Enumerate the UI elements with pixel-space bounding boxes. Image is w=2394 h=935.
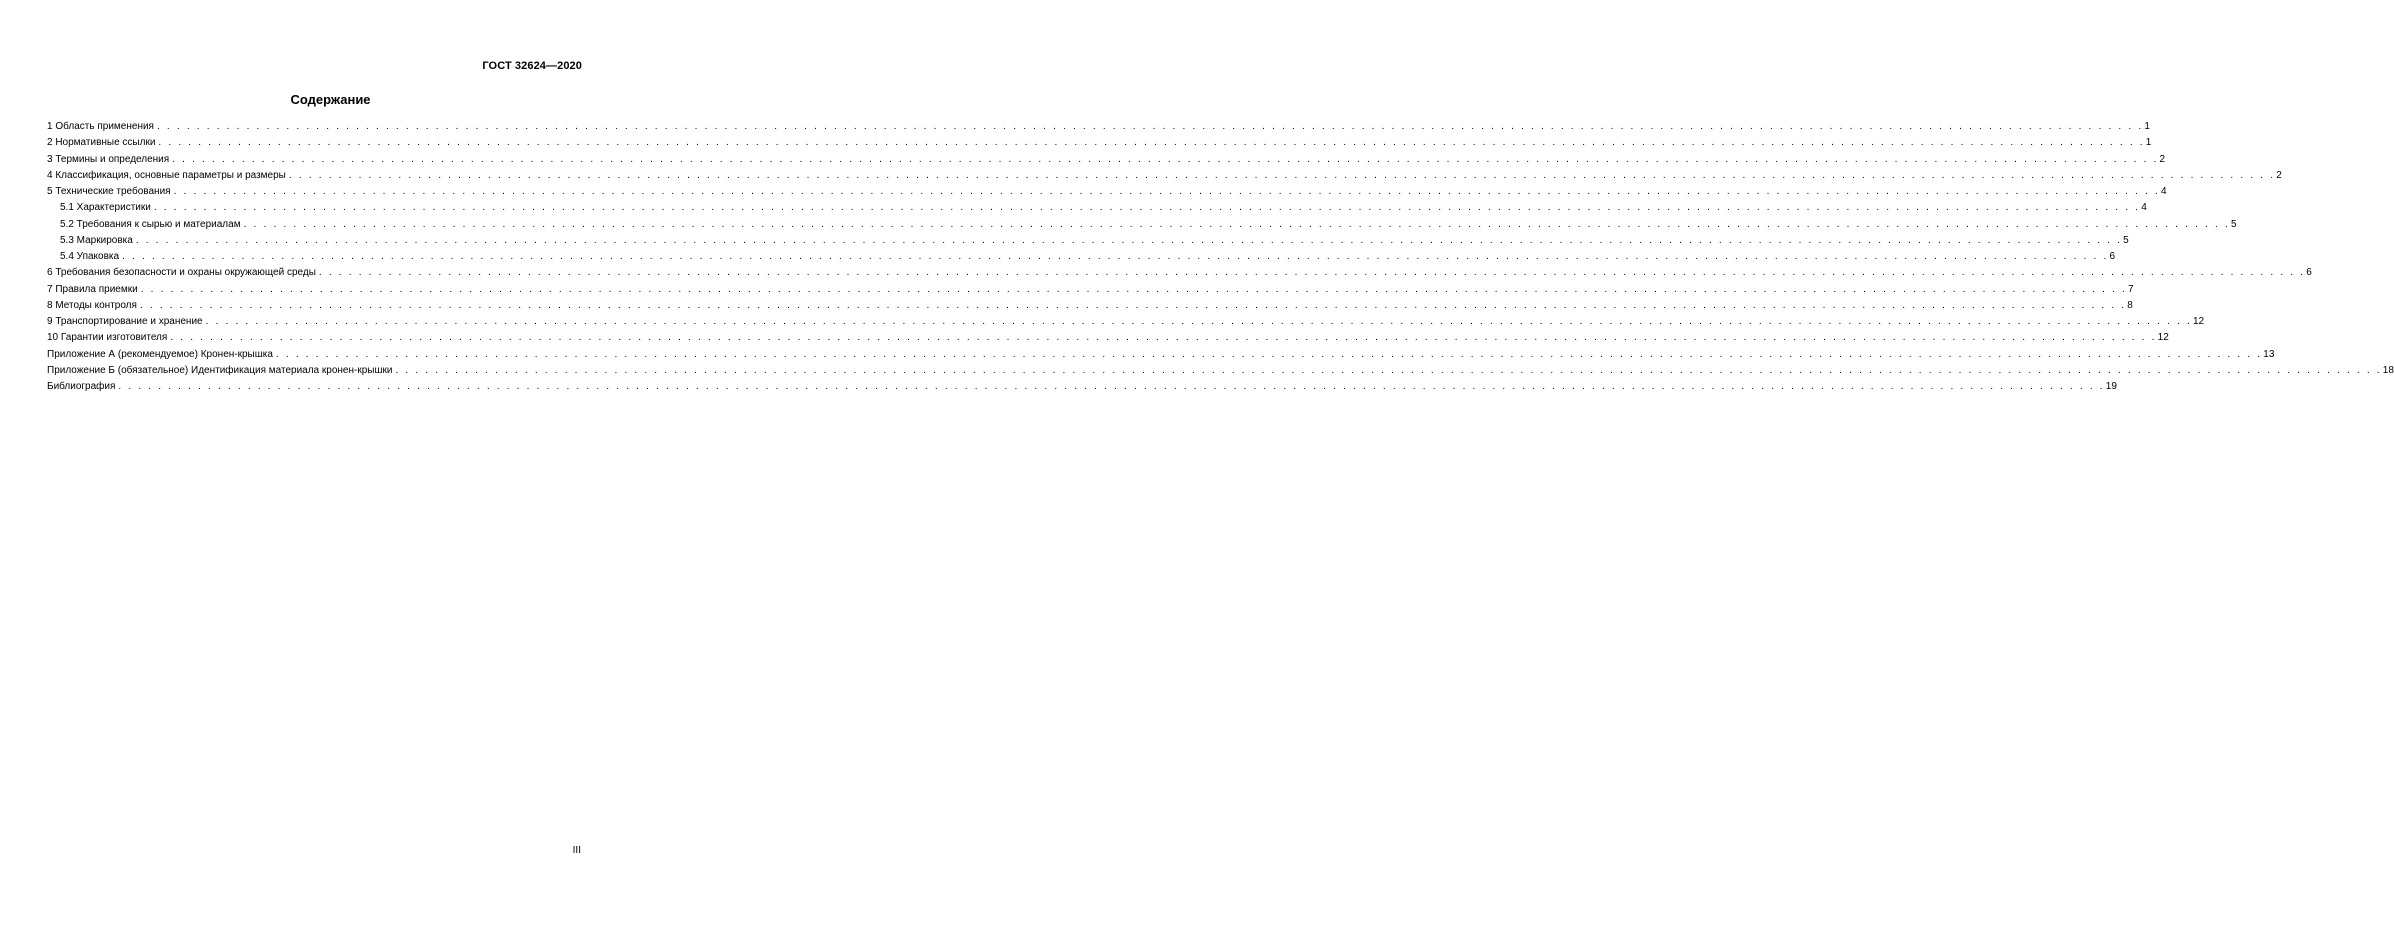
page-number: III <box>572 845 581 856</box>
toc-entry-label: 5.4 Упаковка <box>60 251 120 262</box>
toc-entry[interactable] <box>47 330 2169 346</box>
toc-entry-label: 7 Правила приемки <box>47 283 138 295</box>
toc-entry-label: 9 Транспортирование и хранение <box>47 316 203 327</box>
toc-entry[interactable] <box>47 233 2129 249</box>
toc-entry-page: 4 <box>2141 202 2147 214</box>
toc-entry-page: 12 <box>2192 316 2205 327</box>
toc-dot-leader: . . . . . . . . . . . . . . . . . . . . . . . . . . . . . . . . . . . . . . . . . . . . . . . . . . . . . . . . . . . . . . . . . . . . . . . . . . . . . . . . . . . . . . . . . . . . . . . . . . . . . . . . . . . . . . . . . . . . . . . . . . . . . . . . . . . . . . . . . . . . . . . . . . . . . . . . . . . . . . . . . . . . . . . . . . . . . . . . . . . . . . . . . . . . . . . . . . . . . . . . <box>318 267 2306 279</box>
toc-dot-leader: . . . . . . . . . . . . . . . . . . . . . . . . . . . . . . . . . . . . . . . . . . . . . . . . . . . . . . . . . . . . . . . . . . . . . . . . . . . . . . . . . . . . . . . . . . . . . . . . . . . . . . . . . . . . . . . . . . . . . . . . . . . . . . . . . . . . . . . . . . . . . . . . . . . . . . . . . . . . . . . . . . . . . . . . . . . . . . . . . . . . . . . . . . . . . . . . . . . . . . . . <box>153 202 2141 214</box>
toc-dot-leader: . . . . . . . . . . . . . . . . . . . . . . . . . . . . . . . . . . . . . . . . . . . . . . . . . . . . . . . . . . . . . . . . . . . . . . . . . . . . . . . . . . . . . . . . . . . . . . . . . . . . . . . . . . . . . . . . . . . . . . . . . . . . . . . . . . . . . . . . . . . . . . . . . . . . . . . . . . . . . . . . . . . . . . . . . . . . . . . . . . . . . . . . . . . . . . . . . . . . . . . . <box>135 234 2123 246</box>
toc-entry-page: 6 <box>2306 267 2312 279</box>
toc-dot-leader: . . . . . . . . . . . . . . . . . . . . . . . . . . . . . . . . . . . . . . . . . . . . . . . . . . . . . . . . . . . . . . . . . . . . . . . . . . . . . . . . . . . . . . . . . . . . . . . . . . . . . . . . . . . . . . . . . . . . . . . . . . . . . . . . . . . . . . . . . . . . . . . . . . . . . . . . . . . . . . . . . . . . . . . . . . . . . . . . . . . . . . . . . . . . . . . . . . . . . . . . <box>140 283 2128 295</box>
toc-entry[interactable] <box>47 184 2167 200</box>
toc-entry[interactable] <box>47 217 2237 233</box>
toc-title: Содержание <box>290 92 371 107</box>
toc-dot-leader: . . . . . . . . . . . . . . . . . . . . . . . . . . . . . . . . . . . . . . . . . . . . . . . . . . . . . . . . . . . . . . . . . . . . . . . . . . . . . . . . . . . . . . . . . . . . . . . . . . . . . . . . . . . . . . . . . . . . . . . . . . . . . . . . . . . . . . . . . . . . . . . . . . . . . . . . . . . . . . . . . . . . . . . . . . . . . . . . . . . . . . . . . . . . . . . . . . . . . . . . <box>118 381 2105 392</box>
toc-entry-page: 19 <box>2105 381 2117 392</box>
toc-entry-page: 5 <box>2123 234 2129 246</box>
toc-entry[interactable] <box>47 249 2115 265</box>
document-code: ГОСТ 32624—2020 <box>482 60 582 72</box>
toc-entry-page: 4 <box>2160 186 2167 197</box>
toc-dot-leader: . . . . . . . . . . . . . . . . . . . . . . . . . . . . . . . . . . . . . . . . . . . . . . . . . . . . . . . . . . . . . . . . . . . . . . . . . . . . . . . . . . . . . . . . . . . . . . . . . . . . . . . . . . . . . . . . . . . . . . . . . . . . . . . . . . . . . . . . . . . . . . . . . . . . . . . . . . . . . . . . . . . . . . . . . . . . . . . . . . . . . . . . . . . . . . . . . . . . . . . . <box>243 218 2230 230</box>
toc-entry-page: 5 <box>2230 218 2237 230</box>
toc-entry[interactable] <box>47 135 2152 151</box>
toc-dot-leader: . . . . . . . . . . . . . . . . . . . . . . . . . . . . . . . . . . . . . . . . . . . . . . . . . . . . . . . . . . . . . . . . . . . . . . . . . . . . . . . . . . . . . . . . . . . . . . . . . . . . . . . . . . . . . . . . . . . . . . . . . . . . . . . . . . . . . . . . . . . . . . . . . . . . . . . . . . . . . . . . . . . . . . . . . . . . . . . . . . . . . . . . . . . . . . . . . . . . . . . . <box>275 348 2263 360</box>
toc-list <box>47 119 2394 395</box>
toc-dot-leader: . . . . . . . . . . . . . . . . . . . . . . . . . . . . . . . . . . . . . . . . . . . . . . . . . . . . . . . . . . . . . . . . . . . . . . . . . . . . . . . . . . . . . . . . . . . . . . . . . . . . . . . . . . . . . . . . . . . . . . . . . . . . . . . . . . . . . . . . . . . . . . . . . . . . . . . . . . . . . . . . . . . . . . . . . . . . . . . . . . . . . . . . . . . . . . . . . . . . . . . . <box>122 251 2109 262</box>
toc-entry-page: 13 <box>2263 348 2275 360</box>
toc-entry-label: 6 Требования безопасности и охраны окружающей среды <box>47 267 316 279</box>
toc-entry[interactable] <box>47 265 2312 281</box>
toc-entry-label: 8 Методы контроля <box>47 299 137 311</box>
toc-entry-label: 1 Область применения <box>47 121 154 132</box>
toc-entry[interactable] <box>47 119 2150 135</box>
toc-dot-leader: . . . . . . . . . . . . . . . . . . . . . . . . . . . . . . . . . . . . . . . . . . . . . . . . . . . . . . . . . . . . . . . . . . . . . . . . . . . . . . . . . . . . . . . . . . . . . . . . . . . . . . . . . . . . . . . . . . . . . . . . . . . . . . . . . . . . . . . . . . . . . . . . . . . . . . . . . . . . . . . . . . . . . . . . . . . . . . . . . . . . . . . . . . . . . . . . . . . . . . . . <box>172 153 2159 165</box>
toc-dot-leader: . . . . . . . . . . . . . . . . . . . . . . . . . . . . . . . . . . . . . . . . . . . . . . . . . . . . . . . . . . . . . . . . . . . . . . . . . . . . . . . . . . . . . . . . . . . . . . . . . . . . . . . . . . . . . . . . . . . . . . . . . . . . . . . . . . . . . . . . . . . . . . . . . . . . . . . . . . . . . . . . . . . . . . . . . . . . . . . . . . . . . . . . . . . . . . . . . . . . . . . . <box>395 364 2382 376</box>
toc-entry[interactable] <box>47 379 2117 395</box>
toc-entry-page: 18 <box>2382 364 2394 376</box>
toc-entry[interactable] <box>47 152 2166 168</box>
toc-entry-page: 2 <box>2276 169 2282 181</box>
toc-entry-page: 7 <box>2128 283 2134 295</box>
toc-entry-label: 3 Термины и определения <box>47 153 170 165</box>
toc-entry-label: Библиография <box>47 381 116 392</box>
toc-entry[interactable] <box>47 168 2282 184</box>
toc-dot-leader: . . . . . . . . . . . . . . . . . . . . . . . . . . . . . . . . . . . . . . . . . . . . . . . . . . . . . . . . . . . . . . . . . . . . . . . . . . . . . . . . . . . . . . . . . . . . . . . . . . . . . . . . . . . . . . . . . . . . . . . . . . . . . . . . . . . . . . . . . . . . . . . . . . . . . . . . . . . . . . . . . . . . . . . . . . . . . . . . . . . . . . . . . . . . . . . . . . . . . . . . <box>205 316 2192 327</box>
toc-entry-label: 4 Классификация, основные параметры и размеры <box>47 169 286 181</box>
toc-dot-leader: . . . . . . . . . . . . . . . . . . . . . . . . . . . . . . . . . . . . . . . . . . . . . . . . . . . . . . . . . . . . . . . . . . . . . . . . . . . . . . . . . . . . . . . . . . . . . . . . . . . . . . . . . . . . . . . . . . . . . . . . . . . . . . . . . . . . . . . . . . . . . . . . . . . . . . . . . . . . . . . . . . . . . . . . . . . . . . . . . . . . . . . . . . . . . . . . . . . . . . . . <box>156 121 2144 132</box>
toc-entry-page: 6 <box>2109 251 2115 262</box>
toc-entry-page: 2 <box>2159 153 2166 165</box>
toc-entry-label: 5 Технические требования <box>47 186 171 197</box>
toc-entry-label: Приложение А (рекомендуемое) Кронен-крышка <box>47 348 273 360</box>
toc-entry[interactable] <box>47 314 2205 330</box>
toc-entry[interactable] <box>47 282 2134 298</box>
toc-entry[interactable] <box>47 298 2133 314</box>
toc-dot-leader: . . . . . . . . . . . . . . . . . . . . . . . . . . . . . . . . . . . . . . . . . . . . . . . . . . . . . . . . . . . . . . . . . . . . . . . . . . . . . . . . . . . . . . . . . . . . . . . . . . . . . . . . . . . . . . . . . . . . . . . . . . . . . . . . . . . . . . . . . . . . . . . . . . . . . . . . . . . . . . . . . . . . . . . . . . . . . . . . . . . . . . . . . . . . . . . . . . . . . . . . <box>158 137 2145 149</box>
toc-entry-page: 1 <box>2144 121 2150 132</box>
toc-entry-label: 2 Нормативные ссылки <box>47 137 156 149</box>
toc-entry-label: 5.1 Характеристики <box>60 202 151 214</box>
toc-entry-page: 8 <box>2127 299 2133 311</box>
toc-entry-page: 12 <box>2157 332 2169 344</box>
toc-entry-page: 1 <box>2145 137 2152 149</box>
toc-dot-leader: . . . . . . . . . . . . . . . . . . . . . . . . . . . . . . . . . . . . . . . . . . . . . . . . . . . . . . . . . . . . . . . . . . . . . . . . . . . . . . . . . . . . . . . . . . . . . . . . . . . . . . . . . . . . . . . . . . . . . . . . . . . . . . . . . . . . . . . . . . . . . . . . . . . . . . . . . . . . . . . . . . . . . . . . . . . . . . . . . . . . . . . . . . . . . . . . . . . . . . . . <box>139 299 2127 311</box>
toc-dot-leader: . . . . . . . . . . . . . . . . . . . . . . . . . . . . . . . . . . . . . . . . . . . . . . . . . . . . . . . . . . . . . . . . . . . . . . . . . . . . . . . . . . . . . . . . . . . . . . . . . . . . . . . . . . . . . . . . . . . . . . . . . . . . . . . . . . . . . . . . . . . . . . . . . . . . . . . . . . . . . . . . . . . . . . . . . . . . . . . . . . . . . . . . . . . . . . . . . . . . . . . . <box>173 186 2160 197</box>
toc-entry[interactable] <box>47 363 2394 379</box>
toc-dot-leader: . . . . . . . . . . . . . . . . . . . . . . . . . . . . . . . . . . . . . . . . . . . . . . . . . . . . . . . . . . . . . . . . . . . . . . . . . . . . . . . . . . . . . . . . . . . . . . . . . . . . . . . . . . . . . . . . . . . . . . . . . . . . . . . . . . . . . . . . . . . . . . . . . . . . . . . . . . . . . . . . . . . . . . . . . . . . . . . . . . . . . . . . . . . . . . . . . . . . . . . . <box>288 169 2276 181</box>
toc-entry-label: Приложение Б (обязательное) Идентификация материала кронен-крышки <box>47 364 393 376</box>
toc-entry-label: 5.2 Требования к сырью и материалам <box>60 218 241 230</box>
toc-dot-leader: . . . . . . . . . . . . . . . . . . . . . . . . . . . . . . . . . . . . . . . . . . . . . . . . . . . . . . . . . . . . . . . . . . . . . . . . . . . . . . . . . . . . . . . . . . . . . . . . . . . . . . . . . . . . . . . . . . . . . . . . . . . . . . . . . . . . . . . . . . . . . . . . . . . . . . . . . . . . . . . . . . . . . . . . . . . . . . . . . . . . . . . . . . . . . . . . . . . . . . . . <box>170 332 2157 344</box>
toc-entry-label: 5.3 Маркировка <box>60 234 133 246</box>
toc-entry-label: 10 Гарантии изготовителя <box>47 332 168 344</box>
toc-entry[interactable] <box>47 200 2147 216</box>
toc-entry[interactable] <box>47 347 2275 363</box>
